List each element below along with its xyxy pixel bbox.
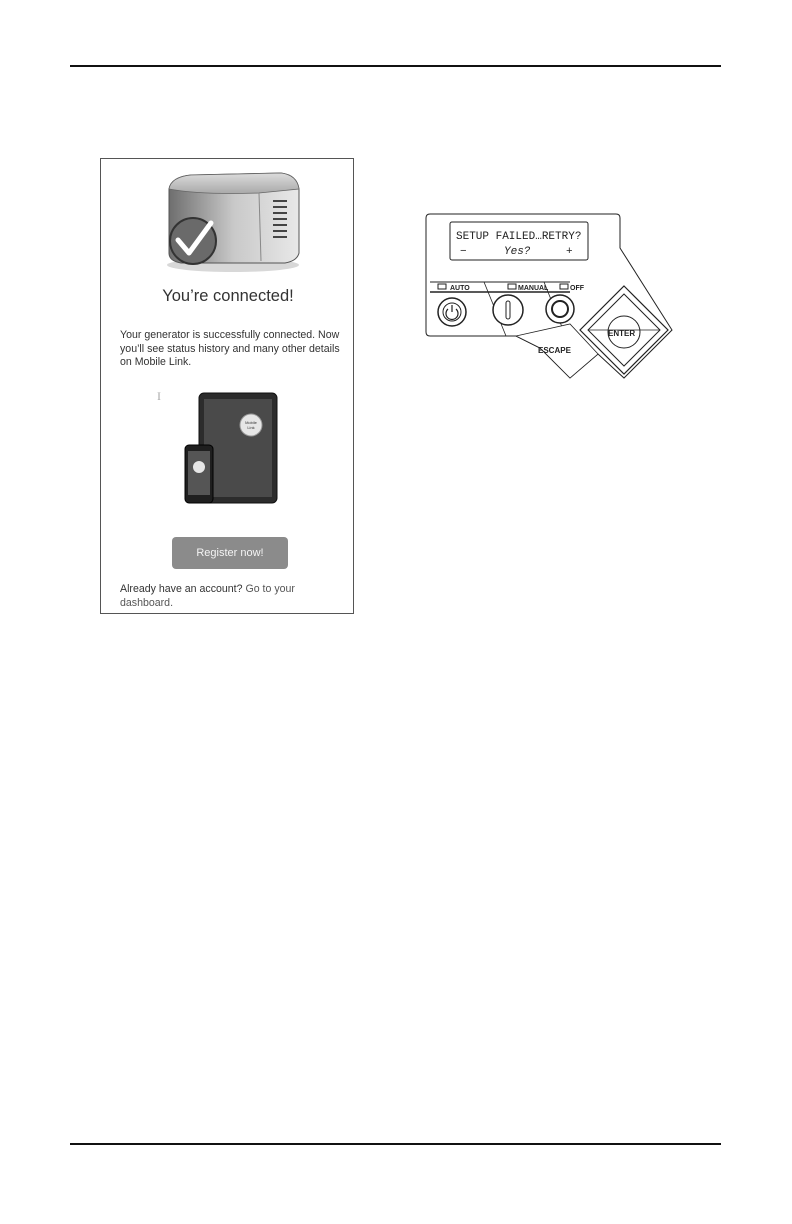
checkmark-icon — [170, 218, 216, 264]
connection-title: You’re connected! — [162, 287, 294, 305]
lcd-plus: + — [566, 246, 573, 258]
control-panel-diagram — [420, 212, 680, 388]
footer-text: Already have an account? — [120, 583, 243, 595]
manual-button[interactable] — [493, 295, 523, 325]
lcd-line-1: SETUP FAILED…RETRY? — [456, 231, 582, 243]
generator-image — [161, 167, 301, 275]
auto-label: AUTO — [450, 285, 470, 292]
connection-message: Your generator is successfully connected. Now you’ll see status history and many other details on Mobile Link. — [120, 329, 340, 368]
off-label: OFF — [570, 285, 584, 292]
tablet-app-badge: Mobile — [245, 420, 257, 425]
text-cursor-icon: I — [157, 389, 161, 403]
off-button[interactable] — [546, 295, 574, 323]
svg-text:Link: Link — [247, 425, 255, 430]
dashboard-link[interactable]: Go to your dashboard. — [120, 583, 295, 609]
auto-button[interactable] — [438, 298, 466, 326]
account-footer — [120, 583, 344, 610]
enter-label: ENTER — [608, 329, 636, 338]
header-rule — [70, 65, 721, 67]
register-button[interactable]: Register now! — [172, 537, 288, 569]
manual-label: MANUAL — [518, 285, 549, 292]
app-screenshot-panel — [100, 158, 354, 614]
lcd-minus: − — [460, 246, 467, 258]
devices-image — [183, 391, 279, 507]
escape-label: ESCAPE — [538, 346, 571, 355]
lcd-value: Yes? — [504, 246, 531, 258]
footer-rule — [70, 1143, 721, 1145]
